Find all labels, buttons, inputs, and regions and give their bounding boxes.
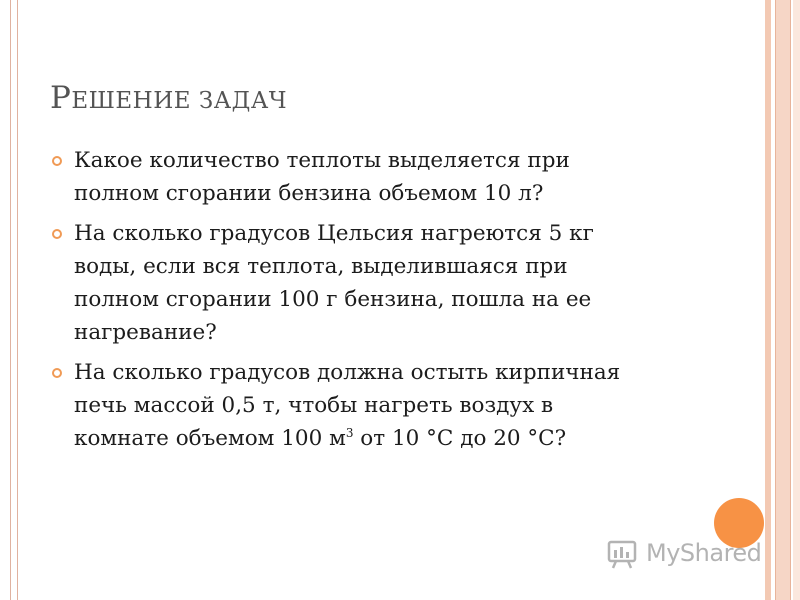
bullet-list [50,144,710,462]
superscript-exponent: 3 [345,425,354,440]
bullet-text-main: На сколько градусов должна остыть кирпичная печь массой 0,5 т, чтобы нагреть воздух в комнате объемом 100 м [74,360,621,451]
bullet-item [50,356,710,455]
slide-title-rest: ЕШЕНИЕ ЗАДАЧ [71,88,288,114]
bullet-text: На сколько градусов Цельсия нагреются 5 кг воды, если вся теплота, выделившаяся при полном сгорании 100 г бензина, пошла на ее нагревание? [74,221,594,345]
bullet-item [50,217,710,349]
bullet-circle-icon [52,156,62,166]
bullet-text-end: от 10 °С до 20 °С? [353,426,567,451]
right-border-stripe-outer [793,0,800,600]
slide-title [50,80,287,116]
myshared-logo-icon [606,536,640,570]
right-border-stripe-middle [775,0,791,600]
right-border-stripe-inner [765,0,771,600]
bullet-text: Какое количество теплоты выделяется при полном сгорании бензина объемом 10 л? [74,148,570,206]
bullet-circle-icon [52,368,62,378]
watermark[interactable] [606,535,761,571]
left-border-lines [10,0,18,600]
slide-title-initial: Р [50,80,72,116]
bullet-item [50,144,710,210]
bullet-text [74,356,710,455]
bullet-circle-icon [52,229,62,239]
watermark-text: MyShared [646,539,762,567]
left-decorative-border [0,0,20,600]
